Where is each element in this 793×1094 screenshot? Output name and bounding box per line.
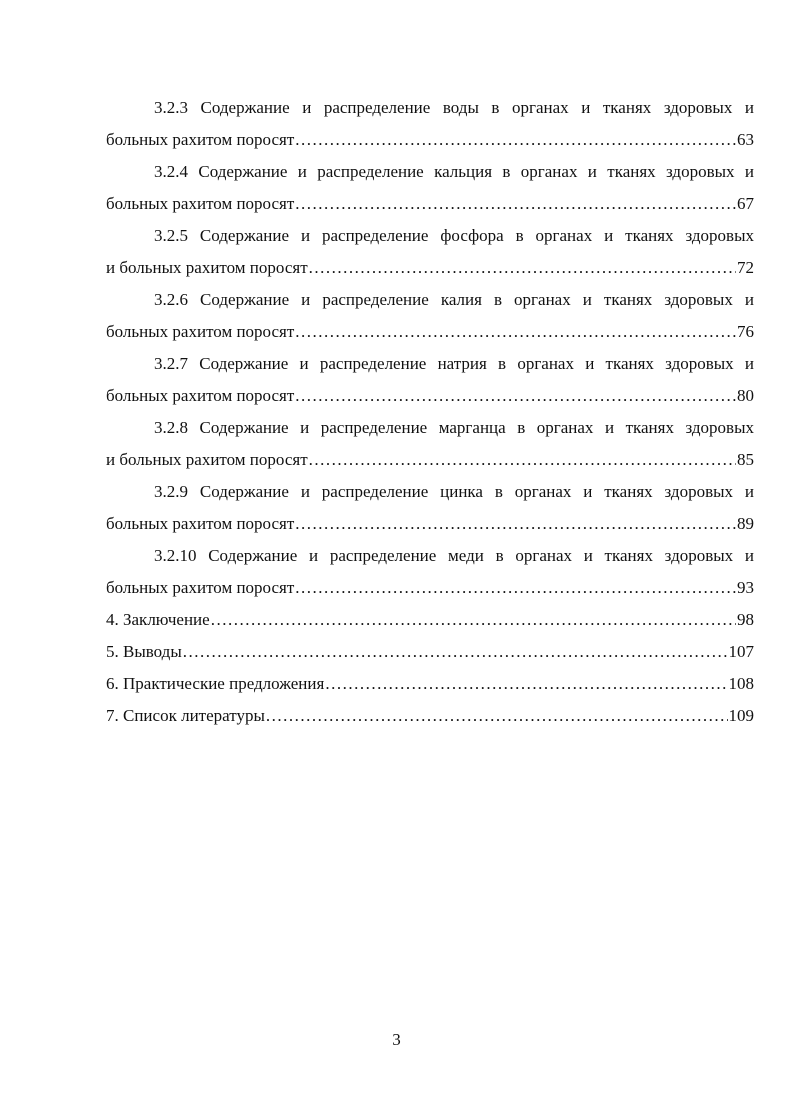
toc-entry-title: 3.2.4 Содержание и распределение кальция в органах и тканях здоровых и <box>154 162 754 181</box>
toc-entry-continuation <box>106 316 754 348</box>
dot-leader <box>266 700 728 732</box>
dot-leader <box>295 316 736 348</box>
dot-leader <box>295 124 736 156</box>
toc-entry-title-cont: больных рахитом поросят <box>106 322 295 341</box>
toc-entry-title-cont: и больных рахитом поросят <box>106 258 308 277</box>
toc-entry-3-2-8 <box>106 412 754 476</box>
toc-entry-3-2-10 <box>106 540 754 604</box>
toc-entry-title: 3.2.9 Содержание и распределение цинка в органах и тканях здоровых и <box>154 482 754 501</box>
toc-entry-title-cont: и больных рахитом поросят <box>106 450 308 469</box>
toc-entry-title: 3.2.5 Содержание и распределение фосфора в органах и тканях здоровых <box>154 226 754 245</box>
toc-entry-continuation <box>106 380 754 412</box>
toc-chapter-title: 4. Заключение <box>106 610 210 629</box>
toc-page-number: 76 <box>737 322 754 341</box>
toc-entry-title: 3.2.6 Содержание и распределение калия в органах и тканях здоровых и <box>154 290 754 309</box>
toc-page-number: 63 <box>737 130 754 149</box>
toc-entry-3-2-9 <box>106 476 754 540</box>
dot-leader <box>211 604 736 636</box>
toc-page-number: 107 <box>728 642 754 661</box>
toc-entry-3-2-3 <box>106 92 754 156</box>
toc-page-number: 72 <box>737 258 754 277</box>
toc-entry-continuation <box>106 572 754 604</box>
toc-page-number: 85 <box>737 450 754 469</box>
toc-entry-3-2-6 <box>106 284 754 348</box>
toc-entry-3-2-4 <box>106 156 754 220</box>
dot-leader <box>309 252 736 284</box>
dot-leader <box>325 668 727 700</box>
toc-entry-continuation <box>106 252 754 284</box>
dot-leader <box>295 188 736 220</box>
toc-entry-3-2-7 <box>106 348 754 412</box>
dot-leader <box>295 380 736 412</box>
toc-entry-title: 3.2.7 Содержание и распределение натрия в органах и тканях здоровых и <box>154 354 754 373</box>
toc-page-number: 67 <box>737 194 754 213</box>
table-of-contents <box>106 92 754 732</box>
toc-chapter-title: 7. Список литературы <box>106 706 265 725</box>
toc-entry-title-cont: больных рахитом поросят <box>106 578 295 597</box>
toc-entry-title-cont: больных рахитом поросят <box>106 130 295 149</box>
toc-chapter-title: 5. Выводы <box>106 642 182 661</box>
toc-entry-continuation <box>106 188 754 220</box>
toc-page-number: 80 <box>737 386 754 405</box>
toc-entry-3-2-5 <box>106 220 754 284</box>
dot-leader <box>295 508 736 540</box>
toc-entry-title-cont: больных рахитом поросят <box>106 514 295 533</box>
toc-chapter-line <box>106 636 754 668</box>
toc-chapter-line <box>106 668 754 700</box>
toc-entry-title: 3.2.8 Содержание и распределение марганца в органах и тканях здоровых <box>154 418 754 437</box>
toc-chapter-practical-proposals <box>106 668 754 700</box>
toc-page-number: 89 <box>737 514 754 533</box>
toc-chapter-references <box>106 700 754 732</box>
dot-leader <box>309 444 736 476</box>
toc-entry-title-cont: больных рахитом поросят <box>106 386 295 405</box>
dot-leader <box>183 636 728 668</box>
dot-leader <box>295 572 736 604</box>
toc-entry-title: 3.2.10 Содержание и распределение меди в органах и тканях здоровых и <box>154 546 754 565</box>
toc-page-number: 108 <box>728 674 754 693</box>
toc-chapter-findings <box>106 636 754 668</box>
toc-entry-continuation <box>106 444 754 476</box>
toc-chapter-line <box>106 700 754 732</box>
toc-chapter-title: 6. Практические предложения <box>106 674 325 693</box>
toc-entry-title: 3.2.3 Содержание и распределение воды в органах и тканях здоровых и <box>154 98 754 117</box>
toc-page-number: 93 <box>737 578 754 597</box>
toc-page-number: 109 <box>728 706 754 725</box>
toc-chapter-conclusion <box>106 604 754 636</box>
toc-entry-continuation <box>106 508 754 540</box>
page-number: 3 <box>392 1030 401 1049</box>
toc-chapter-line <box>106 604 754 636</box>
toc-entry-title-cont: больных рахитом поросят <box>106 194 295 213</box>
toc-page-number: 98 <box>737 610 754 629</box>
toc-entry-continuation <box>106 124 754 156</box>
